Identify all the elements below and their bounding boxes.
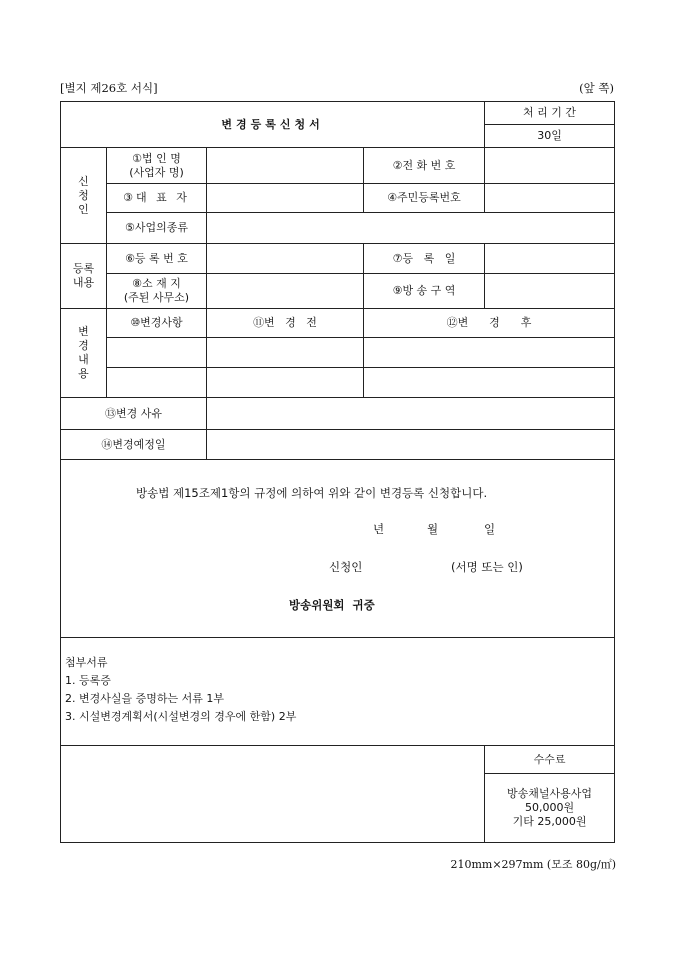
after-change-field[interactable] <box>364 368 615 398</box>
attachment-item: 3. 시설변경계획서(시설변경의 경우에 한함) 2부 <box>65 710 297 723</box>
date-month-label: 월 <box>427 522 439 536</box>
after-change-label: ⑫변 경 후 <box>364 309 615 338</box>
planned-date-label: ⑭변경예정일 <box>61 430 207 460</box>
application-form-table <box>60 101 615 843</box>
address-field[interactable] <box>207 274 364 309</box>
page-side-label: (앞 쪽) <box>579 81 614 95</box>
date-day-label: 일 <box>484 522 496 536</box>
change-item-field[interactable] <box>107 368 207 398</box>
business-type-label: ⑤사업의종류 <box>107 213 207 244</box>
resident-id-label: ④주민등록번호 <box>364 184 485 213</box>
processing-period-label: 처 리 기 간 <box>485 102 615 125</box>
paper-spec: 210mm×297mm (모조 80g/㎡) <box>450 858 616 871</box>
attachment-item: 2. 변경사실을 증명하는 서류 1부 <box>65 692 224 705</box>
resident-id-field[interactable] <box>485 184 615 213</box>
phone-field[interactable] <box>485 148 615 184</box>
change-reason-label: ⑬변경 사유 <box>61 398 207 430</box>
corp-name-field[interactable] <box>207 148 364 184</box>
fee-line-other: 기타 25,000원 <box>512 815 587 828</box>
registration-section-label: 등록 내용 <box>61 244 107 309</box>
planned-date-field[interactable] <box>207 430 615 460</box>
change-section-label: 변 경 내 용 <box>61 309 107 398</box>
fee-amounts <box>485 774 615 843</box>
after-change-field[interactable] <box>364 338 615 368</box>
signature-or-seal-label: (서명 또는 인) <box>451 560 523 574</box>
reg-number-label: ⑥등 록 번 호 <box>107 244 207 274</box>
date-year-label: 년 <box>373 522 385 536</box>
recipient-label: 방송위원회 귀중 <box>289 598 375 612</box>
phone-label: ②전 화 번 호 <box>364 148 485 184</box>
reg-number-field[interactable] <box>207 244 364 274</box>
form-number: [별지 제26호 서식] <box>60 81 158 95</box>
attachment-item: 1. 등록증 <box>65 674 111 687</box>
attachments-section <box>61 638 615 746</box>
form-title: 변경등록신청서 <box>61 102 485 148</box>
business-type-field[interactable] <box>207 213 615 244</box>
reg-date-field[interactable] <box>485 244 615 274</box>
corp-name-label: ①법 인 명 (사업자 명) <box>107 148 207 184</box>
processing-period-value: 30일 <box>485 125 615 148</box>
address-label: ⑧소 재 지 (주된 사무소) <box>107 274 207 309</box>
broadcast-area-field[interactable] <box>485 274 615 309</box>
change-reason-field[interactable] <box>207 398 615 430</box>
change-item-field[interactable] <box>107 338 207 368</box>
applicant-signature-label: 신청인 <box>329 560 363 574</box>
applicant-section-label: 신 청 인 <box>61 148 107 244</box>
blank-area <box>61 746 485 843</box>
broadcast-area-label: ⑨방 송 구 역 <box>364 274 485 309</box>
before-change-label: ⑪변 경 전 <box>207 309 364 338</box>
fee-label: 수수료 <box>485 746 615 774</box>
before-change-field[interactable] <box>207 368 364 398</box>
representative-field[interactable] <box>207 184 364 213</box>
declaration-statement: 방송법 제15조제1항의 규정에 의하여 위와 같이 변경등록 신청합니다. <box>136 486 488 500</box>
reg-date-label: ⑦등 록 일 <box>364 244 485 274</box>
fee-line-channel: 방송채널사용사업 50,000원 <box>507 787 593 814</box>
representative-label: ③대 표 자 <box>107 184 207 213</box>
declaration-section <box>61 460 615 638</box>
change-item-label: ⑩변경사항 <box>107 309 207 338</box>
attachments-title: 첨부서류 <box>65 656 108 669</box>
before-change-field[interactable] <box>207 338 364 368</box>
